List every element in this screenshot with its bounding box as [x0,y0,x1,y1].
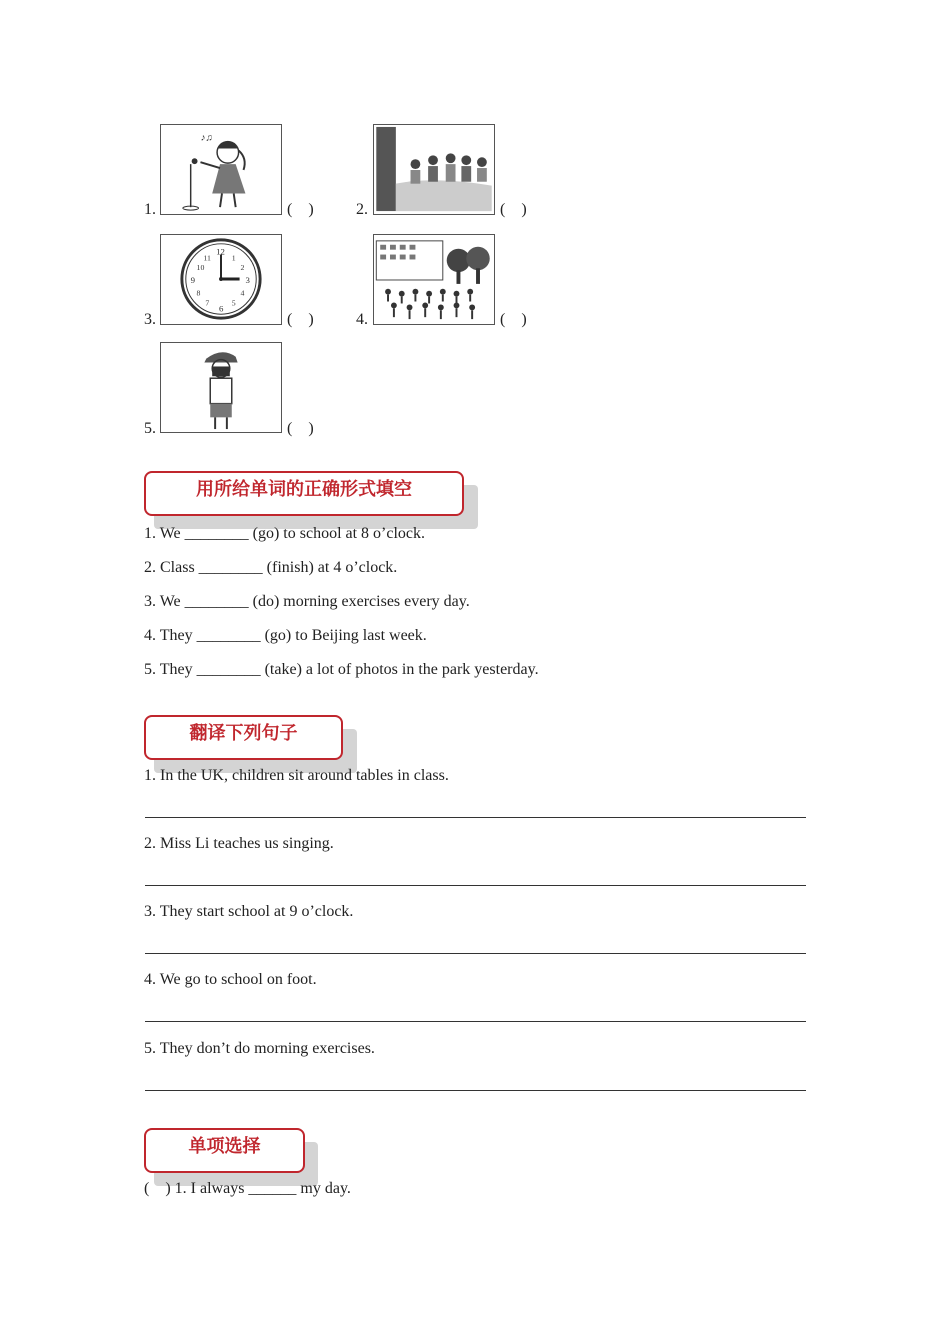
translate-sentence-2: 2. Miss Li teaches us singing. [144,835,334,852]
fill-question-4: 4. They ________ (go) to Beijing last week. [144,627,427,644]
svg-text:9: 9 [190,274,196,285]
fill-question-3: 3. We ________ (do) morning exercises every day. [144,593,470,610]
svg-text:8: 8 [196,288,201,298]
translate-sentence-1: 1. In the UK, children sit around tables in class. [144,767,449,784]
answer-paren[interactable]: ( ) [500,201,527,218]
heading-box [144,1128,305,1173]
fill-question-5: 5. They ________ (take) a lot of photos in the park yesterday. [144,661,539,678]
heading-text: 翻译下列句子 [189,723,298,744]
picture-number: 2. [356,201,368,218]
picture-number: 4. [356,311,368,328]
answer-line-4[interactable] [145,1021,806,1022]
translate-sentence-3: 3. They start school at 9 o’clock. [144,903,354,920]
svg-text:12: 12 [216,246,225,257]
fill-question-2: 2. Class ________ (finish) at 4 o’clock. [144,559,398,576]
svg-text:7: 7 [205,298,210,308]
boy-taking-photo-picture [160,342,282,433]
svg-text:2: 2 [240,263,245,273]
answer-line-2[interactable] [145,885,806,886]
heading-box [144,715,343,760]
answer-paren[interactable]: ( ) [287,311,314,328]
answer-line-3[interactable] [145,953,806,954]
svg-text:10: 10 [196,263,205,273]
heading-text: 单项选择 [188,1136,261,1157]
choice-question-1: ( ) 1. I always ______ my day. [144,1180,351,1197]
picture-number: 5. [144,420,156,437]
picture-number: 3. [144,311,156,328]
morning-exercises-picture [373,234,495,325]
answer-paren[interactable]: ( ) [500,311,527,328]
svg-text:3: 3 [245,274,250,285]
svg-text:5: 5 [231,298,236,308]
clock-picture [160,234,282,325]
children-under-tree-picture [373,124,495,215]
translate-sentence-4: 4. We go to school on foot. [144,971,317,988]
heading-text: 用所给单词的正确形式填空 [196,479,412,500]
svg-text:1: 1 [231,253,236,263]
girl-singing-picture [160,124,282,215]
svg-text:11: 11 [203,253,211,263]
svg-text:4: 4 [240,288,245,298]
picture-number: 1. [144,201,156,218]
answer-line-1[interactable] [145,817,806,818]
answer-line-5[interactable] [145,1090,806,1091]
answer-paren[interactable]: ( ) [287,420,314,437]
translate-sentence-5: 5. They don’t do morning exercises. [144,1040,375,1057]
heading-box [144,471,464,516]
answer-paren[interactable]: ( ) [287,201,314,218]
svg-text:6: 6 [219,303,224,314]
fill-question-1: 1. We ________ (go) to school at 8 o’clock. [144,525,426,542]
svg-text:♪♫: ♪♫ [200,132,213,144]
